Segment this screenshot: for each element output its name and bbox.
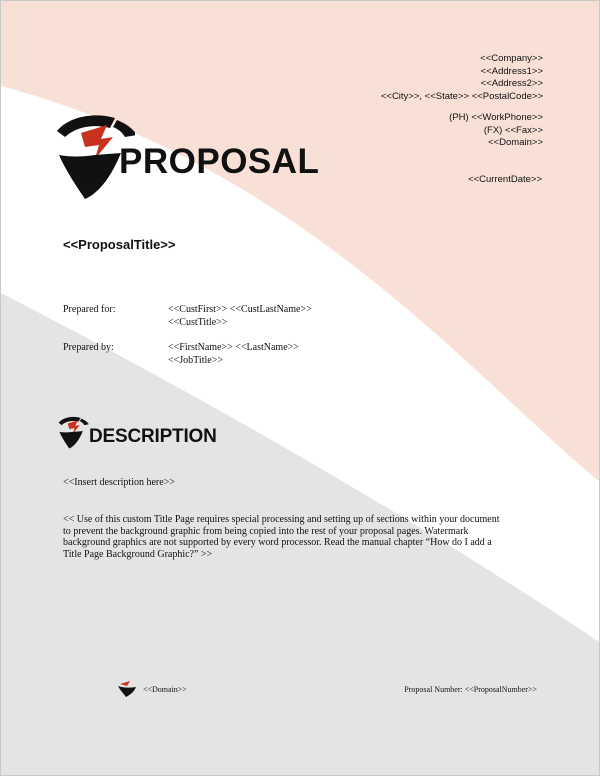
current-date: <<CurrentDate>> <box>468 174 542 185</box>
company-info-block <box>381 53 543 150</box>
company-name: <<Company>> <box>480 53 543 64</box>
description-note: << Use of this custom Title Page requires special processing and setting up of sections within your document to prevent the background graphic from being copied into the rest of your proposal pages. Watermark background graphics are not supported by every word processor. Read the manual chapter “How do I add a Title Page Background Graphic?” >> <box>63 514 500 560</box>
company-domain: <<Domain>> <box>488 137 543 148</box>
description-heading: DESCRIPTION <box>89 426 217 447</box>
description-placeholder: <<Insert description here>> <box>63 477 175 488</box>
prepared-for-value <box>168 304 312 329</box>
footer-proposal-number: Proposal Number: <<ProposalNumber>> <box>404 685 537 694</box>
company-fax: (FX) <<Fax>> <box>483 124 543 136</box>
company-address1: <<Address1>> <box>480 65 543 77</box>
footer-domain: <<Domain>> <box>143 685 187 694</box>
prepared-for-title: <<CustTitle>> <box>168 316 228 328</box>
prepared-by-value <box>168 342 299 367</box>
company-city-line: <<City>>, <<State>> <<PostalCode>> <box>380 90 543 102</box>
prepared-for-name: <<CustFirst>> <<CustLastName>> <box>168 304 312 315</box>
footer-logo-icon <box>118 681 138 697</box>
prepared-for-label: Prepared for: <box>63 304 116 315</box>
prepared-by-label: Prepared by: <box>63 342 114 353</box>
proposal-title: <<ProposalTitle>> <box>63 237 176 252</box>
company-phone: (PH) <<WorkPhone>> <box>449 112 543 123</box>
description-logo-icon <box>57 416 89 450</box>
prepared-by-title: <<JobTitle>> <box>168 354 223 366</box>
prepared-by-name: <<FirstName>> <<LastName>> <box>168 342 299 353</box>
company-address2: <<Address2>> <box>480 78 543 89</box>
proposal-wordmark: PROPOSAL <box>119 142 320 181</box>
